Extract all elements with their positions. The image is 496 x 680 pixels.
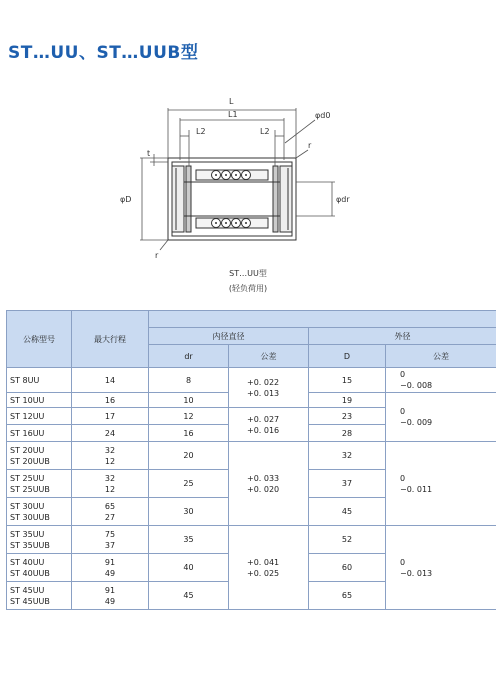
- table-row-dr: 30: [149, 498, 229, 526]
- table-row-model: ST 8UU: [7, 368, 72, 393]
- header-outer-tol: 公差: [386, 345, 496, 368]
- table-row-model: ST 35UU ST 35UUB: [7, 526, 72, 554]
- table-row-dr: 35: [149, 526, 229, 554]
- table-row-stroke: 24: [72, 425, 149, 442]
- table-row-D: 37: [309, 470, 386, 498]
- header-D: D: [309, 345, 386, 368]
- header-inner: 内径直径: [149, 328, 309, 345]
- table-row-D: 65: [309, 582, 386, 610]
- dim-r-bottom: r: [155, 251, 159, 260]
- diagram-caption: ST…UU型: [229, 269, 267, 278]
- dim-L2-left: L2: [196, 127, 206, 136]
- diagram-note: (轻负荷用): [228, 284, 268, 293]
- header-outer: 外径: [309, 328, 496, 345]
- table-row-stroke: 17: [72, 408, 149, 425]
- table-row-dr: 16: [149, 425, 229, 442]
- table-row-stroke: 32 12: [72, 470, 149, 498]
- dim-t: t: [147, 149, 151, 158]
- table-row-dr: 25: [149, 470, 229, 498]
- table-row-stroke: 65 27: [72, 498, 149, 526]
- table-row-dr: 8: [149, 368, 229, 393]
- header-stroke: 最大行程: [72, 311, 149, 368]
- inner-tol-cell: +0. 033 +0. 020: [229, 442, 309, 526]
- header-inner-tol: 公差: [229, 345, 309, 368]
- table-row-model: ST 10UU: [7, 393, 72, 408]
- table-row-D: 60: [309, 554, 386, 582]
- table-row-stroke: 75 37: [72, 526, 149, 554]
- header-dr: dr: [149, 345, 229, 368]
- table-row-stroke: 14: [72, 368, 149, 393]
- table-row-model: ST 16UU: [7, 425, 72, 442]
- table-row-D: 28: [309, 425, 386, 442]
- dim-L1: L1: [228, 110, 238, 119]
- dim-d0: φd0: [315, 111, 331, 120]
- table-row-stroke: 32 12: [72, 442, 149, 470]
- inner-tol-cell: +0. 041 +0. 025: [229, 526, 309, 610]
- dim-D: φD: [120, 195, 132, 204]
- outer-tol-cell: 0 −0. 009: [386, 393, 496, 442]
- table-row-stroke: 91 49: [72, 582, 149, 610]
- outer-tol-cell: 0 −0. 008: [386, 368, 496, 393]
- table-row-model: ST 30UU ST 30UUB: [7, 498, 72, 526]
- bearing-drawing: [110, 88, 360, 263]
- table-row-model: ST 12UU: [7, 408, 72, 425]
- table-row-dr: 20: [149, 442, 229, 470]
- table-row-dr: 12: [149, 408, 229, 425]
- table-row-D: 52: [309, 526, 386, 554]
- table-row-D: 15: [309, 368, 386, 393]
- table-row-D: 23: [309, 408, 386, 425]
- inner-tol-cell: +0. 027 +0. 016: [229, 408, 309, 442]
- outer-tol-cell: 0 −0. 013: [386, 526, 496, 610]
- spec-table: [6, 310, 496, 610]
- table-row-model: ST 40UU ST 40UUB: [7, 554, 72, 582]
- table-row-dr: 40: [149, 554, 229, 582]
- table-row-D: 45: [309, 498, 386, 526]
- header-model: 公称型号: [7, 311, 72, 368]
- outer-tol-cell: 0 −0. 011: [386, 442, 496, 526]
- dim-r-top: r: [308, 141, 312, 150]
- table-row-D: 19: [309, 393, 386, 408]
- table-row-stroke: 16: [72, 393, 149, 408]
- table-row-model: ST 45UU ST 45UUB: [7, 582, 72, 610]
- dim-L2-right: L2: [260, 127, 270, 136]
- table-row-dr: 45: [149, 582, 229, 610]
- header-blank: [149, 311, 496, 328]
- table-row-D: 32: [309, 442, 386, 470]
- table-row-stroke: 91 49: [72, 554, 149, 582]
- table-row-model: ST 20UU ST 20UUB: [7, 442, 72, 470]
- page-title: ST…UU、ST…UUB型: [8, 43, 199, 63]
- dim-dr: φdr: [336, 195, 350, 204]
- table-row-dr: 10: [149, 393, 229, 408]
- table-row-model: ST 25UU ST 25UUB: [7, 470, 72, 498]
- dim-L: L: [229, 97, 234, 106]
- inner-tol-cell: +0. 022 +0. 013: [229, 368, 309, 408]
